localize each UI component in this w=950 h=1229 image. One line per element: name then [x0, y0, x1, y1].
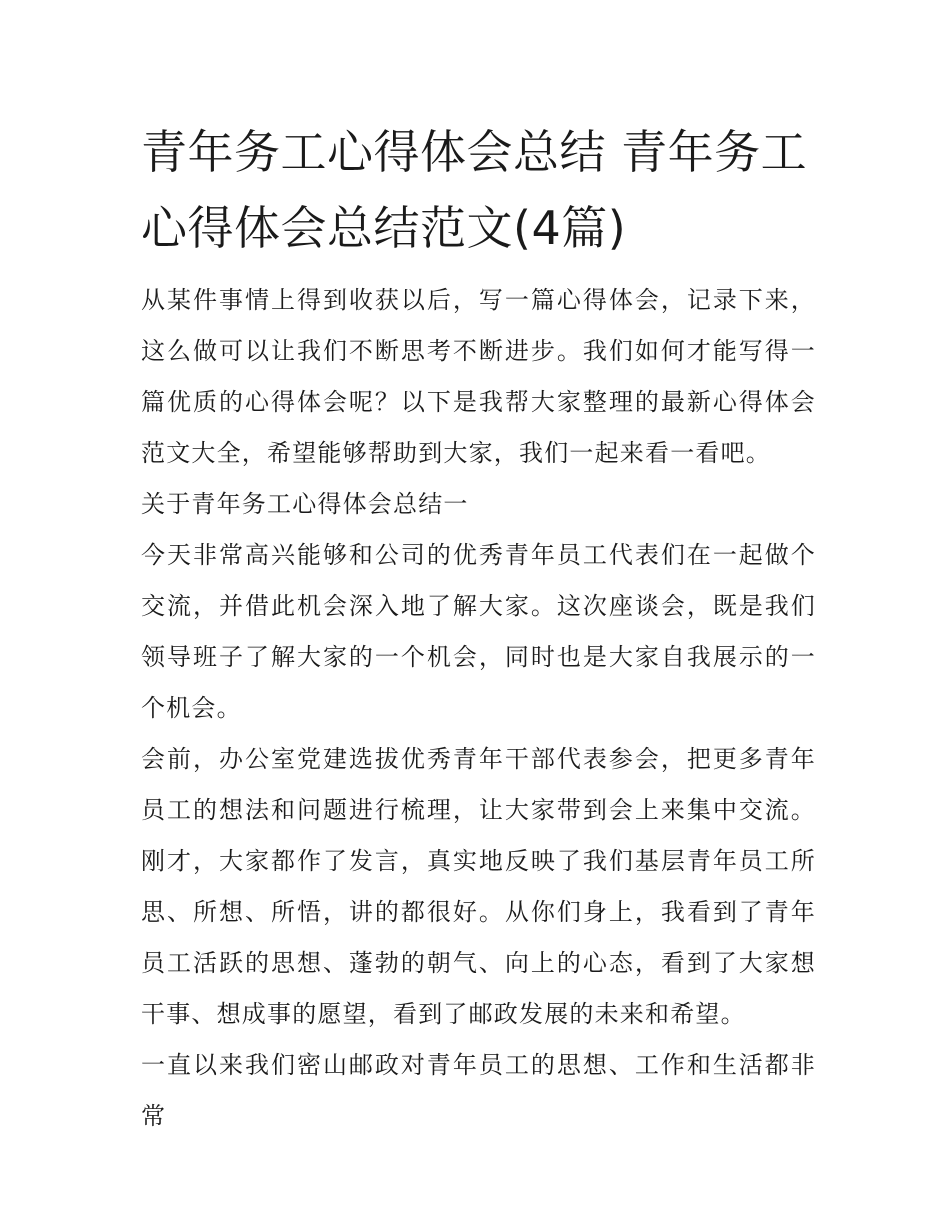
- body-paragraph: 一直以来我们密山邮政对青年员工的思想、工作和生活都非常: [141, 1051, 816, 1130]
- document-title: 青年务工心得体会总结 青年务工心得体会总结范文(4篇): [141, 125, 808, 255]
- body-paragraph: 会前，办公室党建选拔优秀青年干部代表参会，把更多青年员工的想法和问题进行梳理，让大家带到会上来集中交流。刚才，大家都作了发言，真实地反映了我们基层青年员工所思、所想、所悟，讲的都很好。从你们身上，我看到了青年员工活跃的思想、蓬勃的朝气、向上的心态，看到了大家想干事、想成事的愿望，看到了邮政发展的未来和希望。: [141, 745, 816, 1028]
- document-body: [141, 275, 816, 1142]
- intro-paragraph: 从某件事情上得到收获以后，写一篇心得体会，记录下来，这么做可以让我们不断思考不断进步。我们如何才能写得一篇优质的心得体会呢？以下是我帮大家整理的最新心得体会范文大全，希望能够帮助到大家，我们一起来看一看吧。: [141, 286, 816, 467]
- body-paragraph: 今天非常高兴能够和公司的优秀青年员工代表们在一起做个交流，并借此机会深入地了解大家。这次座谈会，既是我们领导班子了解大家的一个机会，同时也是大家自我展示的一个机会。: [141, 541, 816, 722]
- section-heading: 关于青年务工心得体会总结一: [141, 490, 469, 518]
